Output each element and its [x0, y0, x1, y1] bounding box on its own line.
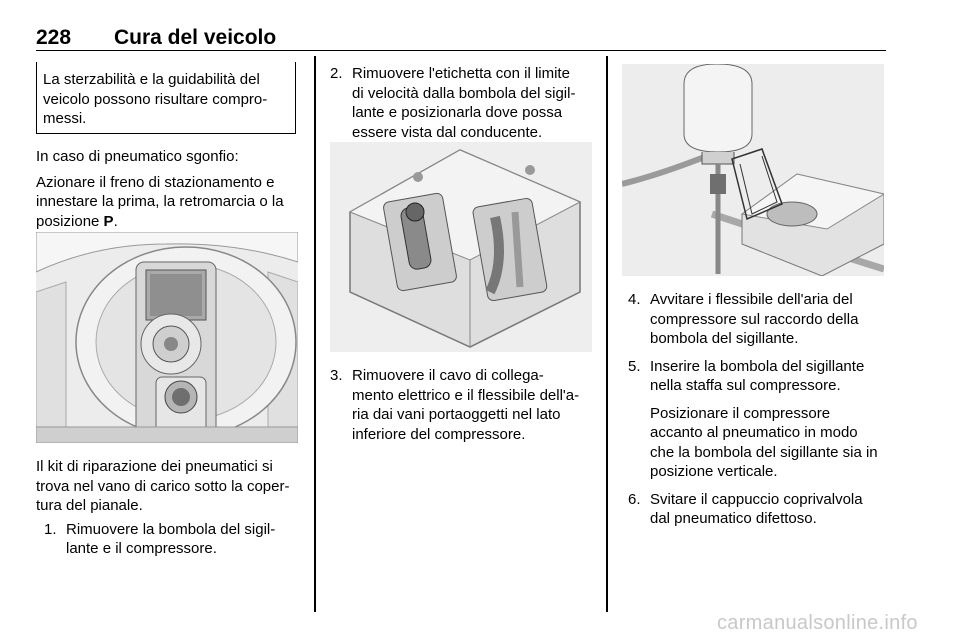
step-number: 4. — [628, 291, 641, 308]
sub-paragraph-line: Posizionare il compressore — [650, 404, 831, 422]
col1-text-lower — [36, 457, 308, 559]
list-item-step-6: 6. Svitare il cappuccio coprivalvola dal pneumatico difettoso. — [628, 490, 863, 527]
watermark: carmanualsonline.info — [717, 612, 918, 634]
warning-line: messi. — [43, 110, 87, 127]
paragraph-line: Azionare il freno di stazionamento e — [36, 173, 275, 191]
paragraph: In caso di pneumatico sgonfio: — [36, 148, 239, 165]
warning-box — [36, 62, 296, 134]
list-item-step-2: 2. Rimuovere l'etichetta con il limite di velocità dalla bombola del sigil- lante e posizionarla dove possa essere vista dal conducente. — [330, 65, 576, 141]
col1-text — [36, 147, 306, 231]
col2-text-lower — [330, 366, 602, 444]
sub-paragraph-line: accanto al pneumatico in modo — [650, 424, 858, 441]
list-item-step-5: 5. Inserire la bombola del sigillante nella staffa sul compressore. Posizionare il compressore accanto al pneumatico in modo che la bombola del sigillante sia in posizione verticale. — [628, 357, 890, 482]
page-number: 228 — [36, 26, 72, 49]
figure-compressor-underside — [330, 142, 592, 352]
column-divider — [314, 56, 316, 612]
step-number: 6. — [628, 490, 641, 508]
warning-line: veicolo possono risultare compro- — [43, 90, 268, 108]
list-item-step-3: 3. Rimuovere il cavo di collega- mento elettrico e il flessibile dell'a- ria dai vani portaoggetti nel lato inferiore del compressore. — [330, 367, 580, 443]
paragraph-line: innestare la prima, la retromarcia o la — [36, 193, 284, 210]
gear-position: P — [103, 212, 114, 230]
paragraph-line: trova nel vano di carico sotto la coper- — [36, 477, 290, 495]
sub-paragraph-line: che la bombola del sigillante sia in — [650, 443, 878, 461]
column-divider — [606, 56, 608, 612]
step-number: 2. — [330, 65, 343, 82]
col3-text — [628, 290, 890, 529]
col2-text — [330, 64, 600, 142]
list-item-step-1: 1. Rimuovere la bombola del sigil- lante e il compressore. — [44, 520, 276, 557]
step-number: 5. — [628, 357, 641, 375]
paragraph-line: posizione P. — [36, 212, 118, 230]
sub-paragraph-line: posizione verticale. — [650, 463, 778, 480]
step-number: 3. — [330, 367, 343, 384]
figure-spare-wheel-well — [36, 232, 298, 443]
warning-line: La sterzabilità e la guidabilità del — [43, 71, 260, 88]
step-number: 1. — [44, 520, 57, 538]
paragraph-line: tura del pianale. — [36, 497, 143, 514]
figure-sealant-bottle-compressor — [622, 64, 884, 276]
page-header — [36, 22, 886, 51]
list-item-step-4: 4. Avvitare i flessibile dell'aria del compressore sul raccordo della bombola del sigillante. — [628, 291, 859, 347]
page-title: Cura del veicolo — [114, 26, 277, 49]
paragraph-line: Il kit di riparazione dei pneumatici si — [36, 458, 273, 475]
